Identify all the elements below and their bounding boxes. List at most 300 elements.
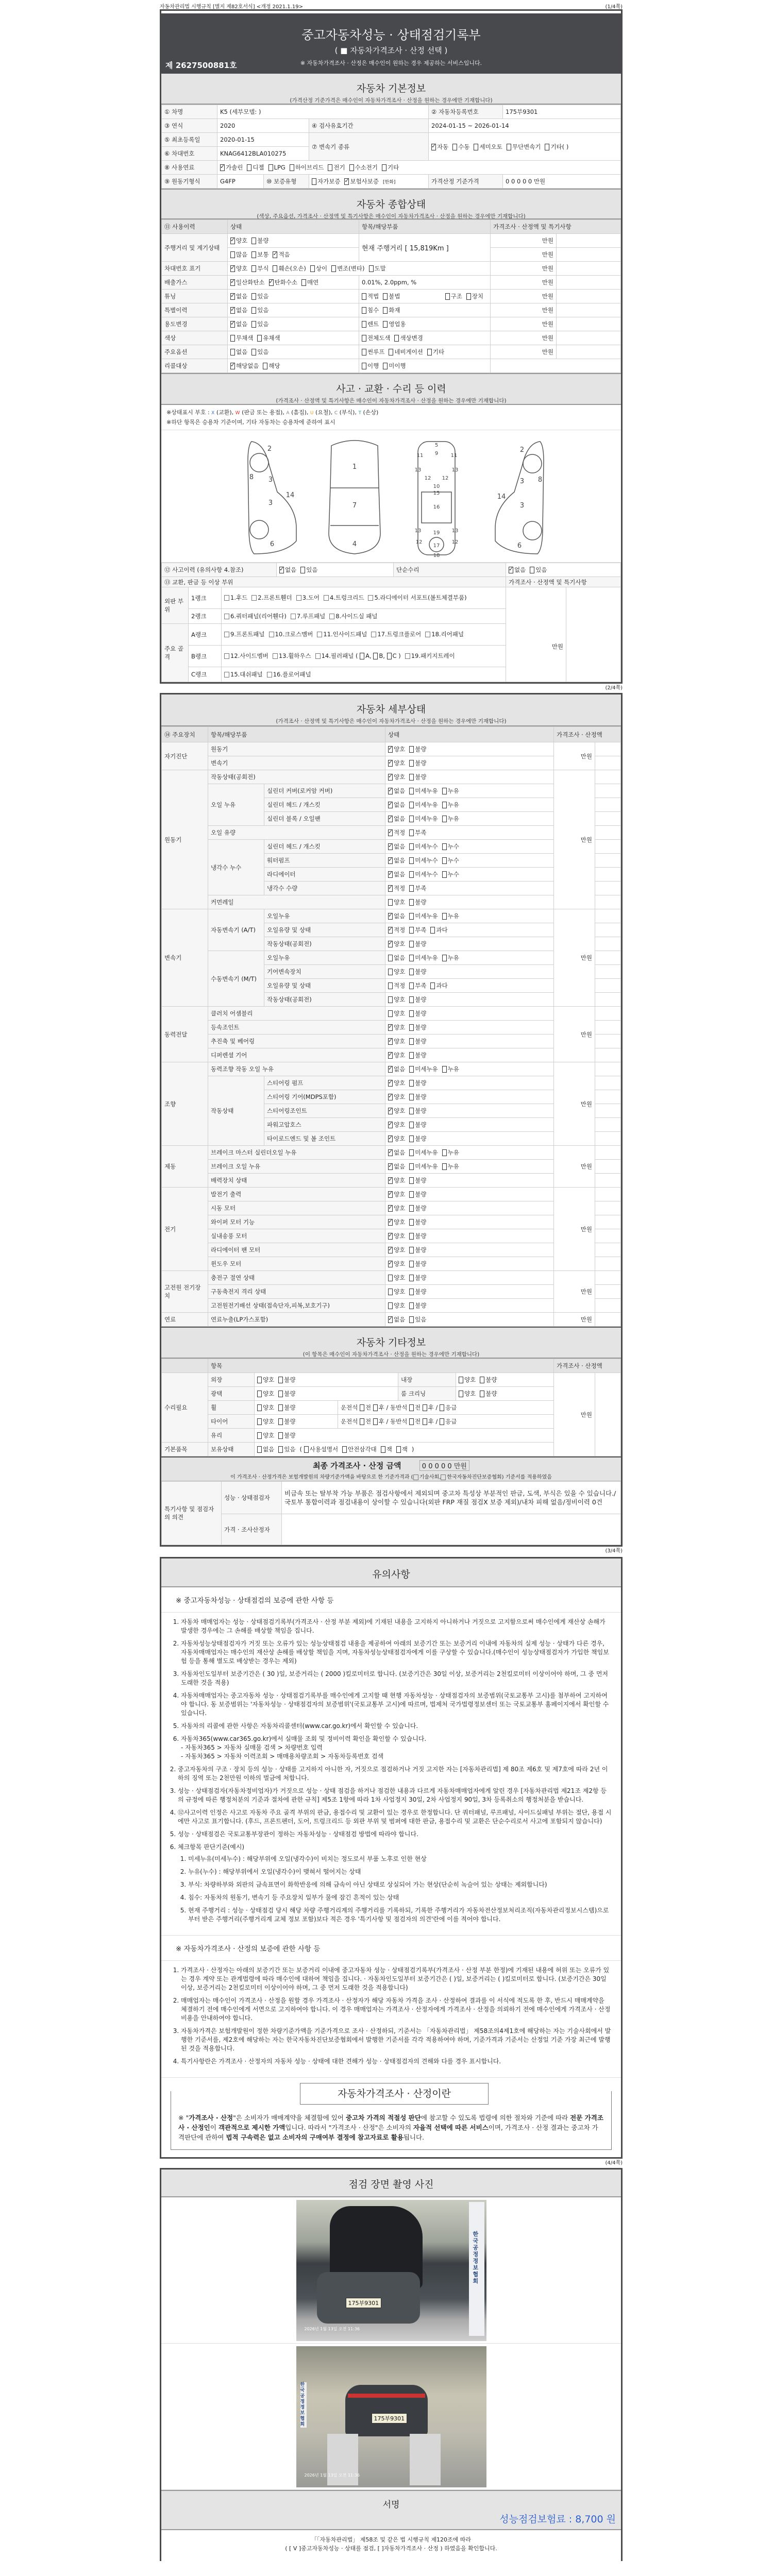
checkbox-option[interactable]: [409, 1315, 426, 1324]
checkbox-unchecked[interactable]: [409, 829, 414, 836]
checkbox-option[interactable]: [388, 898, 405, 906]
checkbox-unchecked[interactable]: [360, 1404, 364, 1411]
checkbox-option[interactable]: [230, 320, 247, 328]
checkbox-option[interactable]: [409, 1287, 426, 1296]
checkbox-unchecked[interactable]: [224, 632, 229, 637]
checkbox-option[interactable]: [251, 250, 268, 259]
checkbox-option[interactable]: [257, 1417, 274, 1426]
checkbox-checked[interactable]: [388, 1108, 393, 1114]
checkbox-checked[interactable]: [230, 238, 235, 244]
checkbox-option[interactable]: [442, 787, 459, 795]
checkbox-option[interactable]: [362, 362, 379, 370]
checkbox-option[interactable]: [269, 278, 297, 286]
checkbox-unchecked[interactable]: [342, 1446, 347, 1453]
checkbox-checked[interactable]: [230, 293, 235, 300]
checkbox-checked[interactable]: [388, 1233, 393, 1240]
checkbox-option[interactable]: [466, 292, 483, 300]
checkbox-unchecked[interactable]: [430, 927, 435, 934]
checkbox-unchecked[interactable]: [409, 1163, 414, 1170]
checkbox-option[interactable]: [388, 1107, 405, 1115]
checkbox-checked[interactable]: [279, 567, 284, 573]
checkbox-option[interactable]: [388, 1009, 405, 1018]
checkbox-option[interactable]: [230, 264, 247, 273]
checkbox-unchecked[interactable]: [257, 1391, 262, 1397]
checkbox-option[interactable]: [507, 143, 541, 151]
checkbox-option[interactable]: [383, 320, 406, 328]
checkbox-unchecked[interactable]: [257, 1377, 262, 1383]
checkbox-option[interactable]: [388, 801, 405, 809]
checkbox-option[interactable]: [409, 1079, 426, 1087]
checkbox-option[interactable]: [230, 278, 265, 286]
checkbox-option[interactable]: [381, 1445, 392, 1453]
checkbox-unchecked[interactable]: [442, 1149, 447, 1156]
checkbox-option[interactable]: [388, 968, 405, 976]
checkbox-option[interactable]: [396, 1445, 408, 1453]
checkbox-unchecked[interactable]: [251, 238, 256, 244]
checkbox-unchecked[interactable]: [387, 653, 392, 659]
checkbox-option[interactable]: [388, 1301, 405, 1310]
checkbox-checked[interactable]: [388, 802, 393, 808]
checkbox-unchecked[interactable]: [362, 321, 366, 328]
checkbox-unchecked[interactable]: [425, 632, 430, 637]
checkbox-option[interactable]: [278, 1376, 295, 1384]
part-checkbox-option[interactable]: [317, 630, 367, 639]
checkbox-unchecked[interactable]: [430, 982, 435, 989]
checkbox-unchecked[interactable]: [373, 1418, 378, 1425]
checkbox-option[interactable]: [545, 143, 568, 151]
checkbox-option[interactable]: [409, 1093, 426, 1101]
checkbox-unchecked[interactable]: [362, 363, 366, 369]
checkbox-unchecked[interactable]: [409, 1177, 414, 1184]
checkbox-option[interactable]: [388, 912, 405, 920]
checkbox-unchecked[interactable]: [409, 1404, 414, 1411]
checkbox-option[interactable]: [251, 320, 268, 328]
checkbox-option[interactable]: [409, 981, 426, 990]
checkbox-option[interactable]: [409, 968, 426, 976]
checkbox-unchecked[interactable]: [388, 996, 393, 1003]
checkbox-option[interactable]: [409, 1023, 426, 1031]
checkbox-unchecked[interactable]: [251, 251, 256, 258]
checkbox-option[interactable]: [388, 995, 405, 1004]
part-checkbox-option[interactable]: [371, 630, 421, 639]
checkbox-option[interactable]: [442, 801, 459, 809]
checkbox-unchecked[interactable]: [383, 293, 388, 300]
checkbox-unchecked[interactable]: [409, 802, 414, 808]
checkbox-option[interactable]: [388, 1162, 405, 1171]
checkbox-checked[interactable]: [388, 1066, 393, 1073]
checkbox-option[interactable]: [251, 264, 268, 273]
checkbox-unchecked[interactable]: [409, 1219, 414, 1226]
checkbox-option[interactable]: [409, 1204, 426, 1212]
checkbox-unchecked[interactable]: [362, 307, 366, 314]
checkbox-checked[interactable]: [388, 760, 393, 767]
checkbox-option[interactable]: [342, 1445, 377, 1453]
checkbox-option[interactable]: [278, 1431, 295, 1439]
checkbox-option[interactable]: [459, 1376, 476, 1384]
checkbox-option[interactable]: [388, 1093, 405, 1101]
checkbox-option[interactable]: [409, 1232, 426, 1240]
checkbox-unchecked[interactable]: [423, 1404, 427, 1411]
checkbox-option[interactable]: [409, 995, 426, 1004]
checkbox-option[interactable]: [445, 292, 462, 300]
checkbox-unchecked[interactable]: [427, 349, 432, 355]
checkbox-option[interactable]: [247, 163, 264, 172]
checkbox-option[interactable]: [409, 1051, 426, 1059]
checkbox-unchecked[interactable]: [442, 1163, 447, 1170]
checkbox-option[interactable]: [474, 143, 502, 151]
checkbox-checked[interactable]: [388, 1052, 393, 1059]
checkbox-option[interactable]: [301, 278, 318, 286]
checkbox-unchecked[interactable]: [409, 1038, 414, 1045]
checkbox-option[interactable]: [278, 1445, 295, 1453]
checkbox-unchecked[interactable]: [310, 265, 315, 272]
checkbox-checked[interactable]: [388, 1163, 393, 1170]
checkbox-checked[interactable]: [230, 279, 235, 286]
checkbox-unchecked[interactable]: [409, 760, 414, 767]
checkbox-option[interactable]: [251, 306, 268, 314]
checkbox-unchecked[interactable]: [409, 955, 414, 961]
checkbox-checked[interactable]: [230, 265, 235, 272]
checkbox-option[interactable]: [388, 1148, 405, 1157]
checkbox-checked[interactable]: [388, 843, 393, 850]
checkbox-unchecked[interactable]: [459, 1377, 463, 1383]
checkbox-unchecked[interactable]: [442, 1066, 447, 1073]
checkbox-unchecked[interactable]: [291, 614, 296, 619]
checkbox-unchecked[interactable]: [409, 1205, 414, 1212]
checkbox-option[interactable]: [278, 1389, 295, 1398]
checkbox-option[interactable]: [388, 1260, 405, 1268]
checkbox-unchecked[interactable]: [480, 1391, 484, 1397]
checkbox-unchecked[interactable]: [389, 349, 393, 355]
checkbox-unchecked[interactable]: [317, 632, 322, 637]
checkbox-option[interactable]: [409, 1134, 426, 1143]
checkbox-unchecked[interactable]: [409, 1302, 414, 1309]
checkbox-option[interactable]: [409, 787, 438, 795]
checkbox-option[interactable]: [383, 362, 406, 370]
checkbox-unchecked[interactable]: [257, 1404, 262, 1411]
checkbox-option[interactable]: [409, 801, 438, 809]
checkbox-unchecked[interactable]: [383, 321, 388, 328]
checkbox-unchecked[interactable]: [409, 885, 414, 892]
checkbox-checked[interactable]: [388, 1094, 393, 1100]
checkbox-option[interactable]: [409, 1301, 426, 1310]
checkbox-option[interactable]: [388, 1121, 405, 1129]
part-checkbox-option[interactable]: [296, 594, 320, 602]
checkbox-option[interactable]: [331, 264, 364, 273]
checkbox-checked[interactable]: [388, 1122, 393, 1128]
checkbox-option[interactable]: [442, 954, 459, 962]
checkbox-unchecked[interactable]: [409, 913, 414, 920]
checkbox-unchecked[interactable]: [383, 363, 388, 369]
checkbox-option[interactable]: [388, 1204, 405, 1212]
checkbox-unchecked[interactable]: [409, 1052, 414, 1059]
checkbox-unchecked[interactable]: [230, 349, 235, 355]
part-checkbox-option[interactable]: [224, 594, 247, 602]
checkbox-option[interactable]: [442, 912, 459, 920]
checkbox-option[interactable]: [388, 1023, 405, 1031]
checkbox-unchecked[interactable]: [257, 1418, 262, 1425]
checkbox-option[interactable]: [388, 856, 405, 865]
checkbox-checked[interactable]: [388, 1191, 393, 1198]
checkbox-unchecked[interactable]: [409, 1191, 414, 1198]
checkbox-unchecked[interactable]: [409, 1024, 414, 1031]
checkbox-unchecked[interactable]: [409, 788, 414, 794]
checkbox-unchecked[interactable]: [409, 996, 414, 1003]
checkbox-unchecked[interactable]: [409, 1289, 414, 1295]
checkbox-unchecked[interactable]: [442, 871, 447, 878]
checkbox-unchecked[interactable]: [251, 595, 257, 601]
checkbox-checked[interactable]: [344, 178, 349, 185]
part-checkbox-option[interactable]: [425, 630, 464, 639]
checkbox-option[interactable]: [442, 1162, 459, 1171]
checkbox-option[interactable]: [480, 1389, 497, 1398]
checkbox-unchecked[interactable]: [388, 955, 393, 961]
checkbox-unchecked[interactable]: [409, 969, 414, 975]
checkbox-option[interactable]: [388, 926, 405, 934]
checkbox-option[interactable]: [480, 1376, 497, 1384]
checkbox-checked[interactable]: [388, 1024, 393, 1031]
checkbox-option[interactable]: [409, 828, 426, 837]
checkbox-option[interactable]: [409, 912, 438, 920]
checkbox-option[interactable]: [362, 306, 379, 314]
checkbox-unchecked[interactable]: [268, 164, 273, 171]
checkbox-unchecked[interactable]: [349, 164, 354, 171]
checkbox-option[interactable]: [459, 1389, 476, 1398]
checkbox-unchecked[interactable]: [273, 265, 277, 272]
checkbox-option[interactable]: [362, 348, 384, 356]
checkbox-unchecked[interactable]: [267, 672, 272, 677]
checkbox-checked[interactable]: [388, 829, 393, 836]
checkbox-unchecked[interactable]: [405, 653, 410, 659]
checkbox-option[interactable]: [388, 815, 405, 823]
checkbox-option[interactable]: [263, 362, 280, 370]
checkbox-option[interactable]: [388, 1287, 405, 1296]
checkbox-option[interactable]: [257, 334, 280, 342]
checkbox-option[interactable]: [388, 884, 405, 892]
checkbox-option[interactable]: [409, 1162, 438, 1171]
checkbox-unchecked[interactable]: [251, 307, 256, 314]
checkbox-option[interactable]: [251, 348, 268, 356]
checkbox-unchecked[interactable]: [409, 1080, 414, 1087]
checkbox-unchecked[interactable]: [360, 1418, 364, 1425]
checkbox-option[interactable]: [388, 773, 405, 781]
checkbox-checked[interactable]: [388, 1261, 393, 1267]
checkbox-option[interactable]: [268, 164, 285, 171]
checkbox-unchecked[interactable]: [388, 982, 393, 989]
checkbox-option[interactable]: [431, 143, 448, 151]
checkbox-unchecked[interactable]: [296, 595, 301, 601]
checkbox-option[interactable]: [388, 1176, 405, 1184]
checkbox-option[interactable]: [409, 870, 438, 878]
checkbox-unchecked[interactable]: [224, 595, 229, 601]
checkbox-option[interactable]: [388, 1232, 405, 1240]
checkbox-unchecked[interactable]: [247, 164, 251, 171]
checkbox-unchecked[interactable]: [442, 913, 447, 920]
checkbox-option[interactable]: [251, 292, 268, 300]
checkbox-unchecked[interactable]: [409, 927, 414, 934]
checkbox-unchecked[interactable]: [530, 567, 534, 573]
checkbox-option[interactable]: [279, 566, 296, 574]
checkbox-checked[interactable]: [388, 788, 393, 794]
checkbox-option[interactable]: [257, 1389, 274, 1398]
checkbox-unchecked[interactable]: [278, 1377, 283, 1383]
checkbox-unchecked[interactable]: [409, 982, 414, 989]
checkbox-unchecked[interactable]: [230, 251, 235, 258]
checkbox-option[interactable]: [409, 1121, 426, 1129]
checkbox-option[interactable]: [328, 163, 345, 172]
checkbox-unchecked[interactable]: [396, 1446, 401, 1453]
checkbox-checked[interactable]: [388, 746, 393, 753]
checkbox-unchecked[interactable]: [312, 178, 316, 185]
checkbox-option[interactable]: [409, 1190, 426, 1198]
checkbox-checked[interactable]: [388, 857, 393, 864]
checkbox-unchecked[interactable]: [251, 293, 256, 300]
checkbox-unchecked[interactable]: [442, 955, 447, 961]
checkbox-checked[interactable]: [388, 1205, 393, 1212]
checkbox-option[interactable]: [230, 348, 247, 356]
checkbox-unchecked[interactable]: [278, 1404, 283, 1411]
checkbox-unchecked[interactable]: [224, 653, 229, 659]
checkbox-unchecked[interactable]: [409, 899, 414, 906]
checkbox-option[interactable]: [430, 926, 447, 934]
checkbox-unchecked[interactable]: [441, 1475, 446, 1480]
checkbox-checked[interactable]: [388, 1247, 393, 1253]
checkbox-unchecked[interactable]: [409, 1233, 414, 1240]
checkbox-option[interactable]: [388, 954, 405, 962]
checkbox-option[interactable]: [362, 334, 390, 342]
checkbox-option[interactable]: [389, 348, 423, 356]
checkbox-option[interactable]: [409, 745, 426, 753]
checkbox-option[interactable]: [257, 1431, 274, 1439]
checkbox-option[interactable]: [409, 1065, 438, 1073]
checkbox-unchecked[interactable]: [373, 1404, 378, 1411]
checkbox-option[interactable]: [230, 306, 247, 314]
checkbox-unchecked[interactable]: [545, 144, 549, 150]
checkbox-option[interactable]: [409, 1009, 426, 1018]
checkbox-option[interactable]: [442, 1148, 459, 1157]
checkbox-checked[interactable]: [388, 1219, 393, 1226]
checkbox-option[interactable]: [442, 842, 459, 851]
checkbox-option[interactable]: [409, 759, 426, 767]
checkbox-option[interactable]: [388, 842, 405, 851]
checkbox-option[interactable]: [409, 954, 438, 962]
checkbox-unchecked[interactable]: [442, 816, 447, 822]
checkbox-option[interactable]: [278, 1403, 295, 1412]
checkbox-unchecked[interactable]: [369, 265, 374, 272]
checkbox-unchecked[interactable]: [383, 307, 388, 314]
checkbox-unchecked[interactable]: [278, 1391, 283, 1397]
checkbox-option[interactable]: [230, 250, 247, 259]
checkbox-option[interactable]: [257, 1403, 274, 1412]
checkbox-option[interactable]: [388, 1190, 405, 1198]
checkbox-unchecked[interactable]: [331, 265, 336, 272]
checkbox-option[interactable]: [220, 163, 243, 172]
checkbox-unchecked[interactable]: [388, 1010, 393, 1017]
checkbox-checked[interactable]: [230, 321, 235, 328]
checkbox-unchecked[interactable]: [257, 335, 262, 342]
checkbox-unchecked[interactable]: [230, 335, 235, 342]
checkbox-unchecked[interactable]: [409, 1261, 414, 1267]
checkbox-option[interactable]: [409, 1107, 426, 1115]
checkbox-unchecked[interactable]: [409, 843, 414, 850]
checkbox-option[interactable]: [300, 566, 317, 574]
checkbox-checked[interactable]: [220, 164, 225, 171]
checkbox-option[interactable]: [273, 264, 306, 273]
checkbox-unchecked[interactable]: [409, 1066, 414, 1073]
checkbox-unchecked[interactable]: [409, 871, 414, 878]
checkbox-unchecked[interactable]: [257, 1446, 262, 1453]
checkbox-option[interactable]: [452, 143, 469, 151]
checkbox-unchecked[interactable]: [409, 1136, 414, 1142]
checkbox-unchecked[interactable]: [362, 349, 366, 355]
checkbox-option[interactable]: [310, 264, 327, 273]
checkbox-unchecked[interactable]: [224, 614, 229, 619]
checkbox-checked[interactable]: [388, 1149, 393, 1156]
checkbox-checked[interactable]: [509, 567, 513, 573]
checkbox-option[interactable]: [257, 1376, 274, 1384]
checkbox-unchecked[interactable]: [459, 1391, 463, 1397]
checkbox-unchecked[interactable]: [440, 1418, 444, 1425]
checkbox-unchecked[interactable]: [362, 293, 366, 300]
checkbox-option[interactable]: [290, 163, 324, 172]
checkbox-unchecked[interactable]: [278, 1432, 283, 1439]
checkbox-option[interactable]: [230, 292, 247, 300]
checkbox-unchecked[interactable]: [324, 595, 329, 601]
checkbox-unchecked[interactable]: [442, 843, 447, 850]
checkbox-option[interactable]: [388, 1065, 405, 1073]
checkbox-unchecked[interactable]: [440, 1404, 444, 1411]
checkbox-unchecked[interactable]: [409, 746, 414, 753]
part-checkbox-option[interactable]: [324, 594, 364, 602]
part-checkbox-option[interactable]: [251, 594, 292, 602]
checkbox-option[interactable]: [388, 1218, 405, 1226]
checkbox-option[interactable]: [388, 1051, 405, 1059]
checkbox-option[interactable]: [409, 1246, 426, 1254]
checkbox-option[interactable]: [409, 1218, 426, 1226]
checkbox-option[interactable]: [409, 1148, 438, 1157]
part-checkbox-option[interactable]: [273, 652, 311, 660]
checkbox-option[interactable]: [409, 940, 426, 948]
checkbox-unchecked[interactable]: [409, 1122, 414, 1128]
part-checkbox-option[interactable]: [224, 612, 287, 621]
checkbox-checked[interactable]: [230, 307, 235, 314]
checkbox-option[interactable]: [388, 1037, 405, 1045]
checkbox-unchecked[interactable]: [452, 144, 457, 150]
checkbox-unchecked[interactable]: [445, 293, 450, 300]
checkbox-option[interactable]: [409, 884, 426, 892]
checkbox-checked[interactable]: [388, 816, 393, 822]
checkbox-unchecked[interactable]: [329, 614, 334, 619]
checkbox-unchecked[interactable]: [409, 941, 414, 947]
checkbox-option[interactable]: [273, 250, 290, 259]
checkbox-unchecked[interactable]: [224, 672, 229, 677]
checkbox-unchecked[interactable]: [409, 1108, 414, 1114]
checkbox-option[interactable]: [362, 292, 379, 300]
checkbox-option[interactable]: [409, 1260, 426, 1268]
checkbox-option[interactable]: [388, 981, 405, 990]
checkbox-unchecked[interactable]: [442, 802, 447, 808]
checkbox-unchecked[interactable]: [251, 349, 256, 355]
checkbox-unchecked[interactable]: [301, 279, 306, 286]
checkbox-unchecked[interactable]: [409, 774, 414, 781]
checkbox-unchecked[interactable]: [278, 1418, 283, 1425]
part-checkbox-option[interactable]: [315, 652, 401, 660]
checkbox-unchecked[interactable]: [409, 1010, 414, 1017]
checkbox-option[interactable]: [388, 1315, 405, 1324]
checkbox-option[interactable]: [278, 1417, 295, 1426]
checkbox-option[interactable]: [388, 940, 405, 948]
checkbox-option[interactable]: [509, 566, 526, 574]
